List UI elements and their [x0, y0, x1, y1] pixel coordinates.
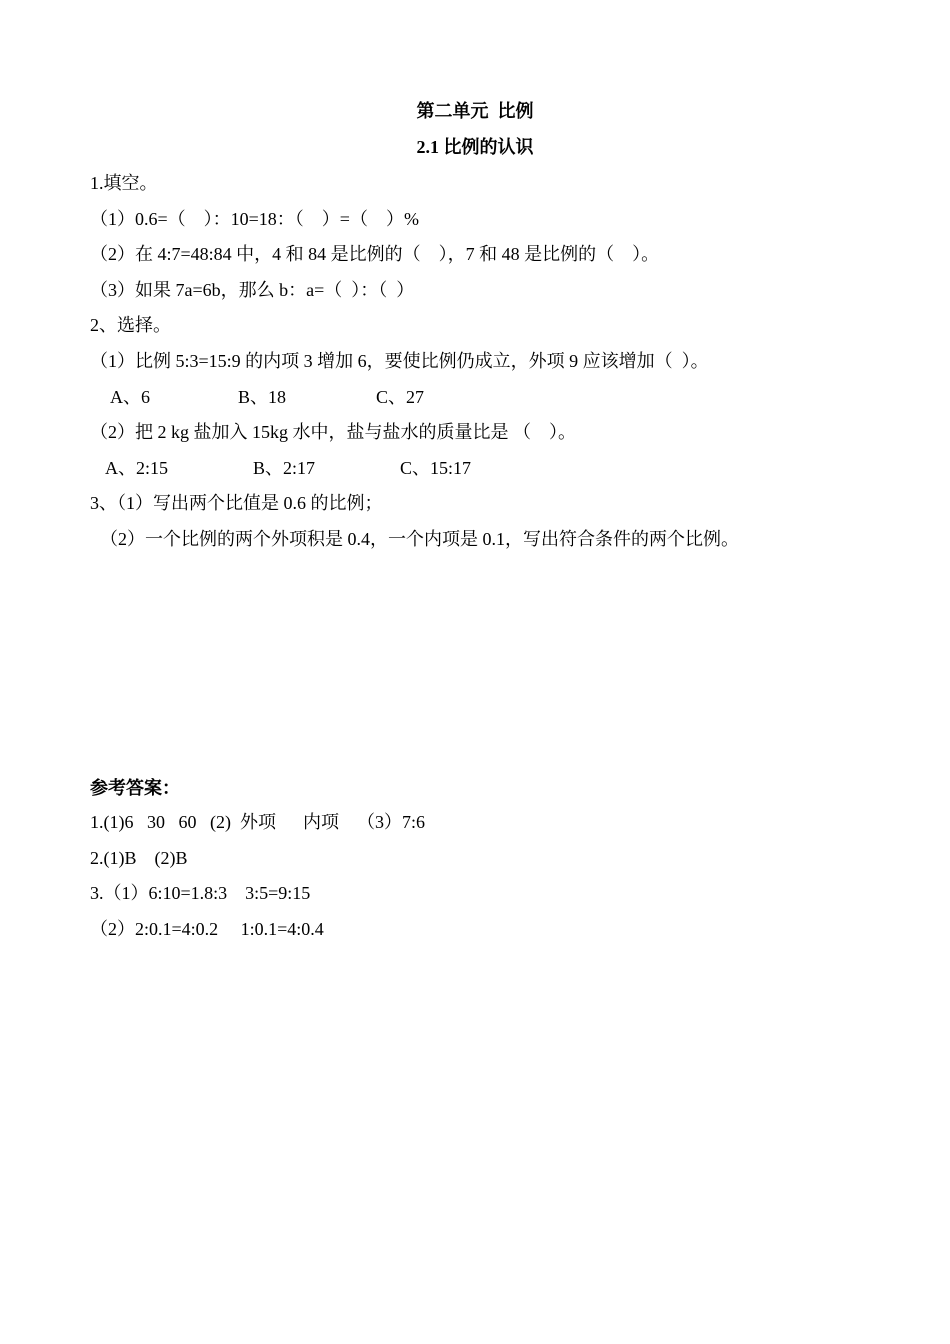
question-2-item-2: （2）把 2 kg 盐加入 15kg 水中，盐与盐水的质量比是 （ ）。 — [90, 422, 576, 442]
question-3-heading: 3、（1）写出两个比值是 0.6 的比例； — [90, 493, 383, 513]
question-2-item-1-option-a: A、6 — [110, 387, 150, 407]
question-2-item-2-option-b: B、2:17 — [253, 458, 316, 478]
question-1-item-3: （3）如果 7a=6b，那么 b：a=（ ）：（ ） — [90, 280, 415, 300]
question-2-item-1-option-b: B、18 — [238, 387, 287, 407]
question-1-item-1: （1）0.6=（ ）：10=18：（ ）=（ ）% — [90, 209, 419, 229]
question-1-item-2: （2）在 4:7=48:84 中，4 和 84 是比例的（ ），7 和 48 是比例的（ ）。 — [90, 244, 660, 264]
question-2-item-2-option-c: C、15:17 — [400, 458, 472, 478]
answer-line-1: 1.(1)6 30 60 (2) 外项 内项 （3）7:6 — [90, 812, 425, 832]
answer-line-2: 2.(1)B (2)B — [90, 848, 188, 868]
unit-title: 第二单元 比例 — [416, 101, 534, 121]
question-2-item-1-option-c: C、27 — [376, 387, 425, 407]
answers-heading: 参考答案： — [90, 778, 180, 798]
answer-line-3: 3.（1）6:10=1.8:3 3:5=9:15 — [90, 883, 311, 903]
question-3-item-2: （2）一个比例的两个外项积是 0.4，一个内项是 0.1，写出符合条件的两个比例。 — [100, 529, 739, 549]
question-2-item-2-option-a: A、2:15 — [105, 458, 168, 478]
lesson-title: 2.1 比例的认识 — [416, 137, 534, 157]
answer-line-4: （2）2:0.1=4:0.2 1:0.1=4:0.4 — [90, 919, 324, 939]
question-2-heading: 2、选择。 — [90, 315, 171, 335]
question-2-item-1: （1）比例 5:3=15:9 的内项 3 增加 6，要使比例仍成立，外项 9 应该增加（ ）。 — [90, 351, 709, 371]
question-1-heading: 1.填空。 — [90, 173, 158, 193]
